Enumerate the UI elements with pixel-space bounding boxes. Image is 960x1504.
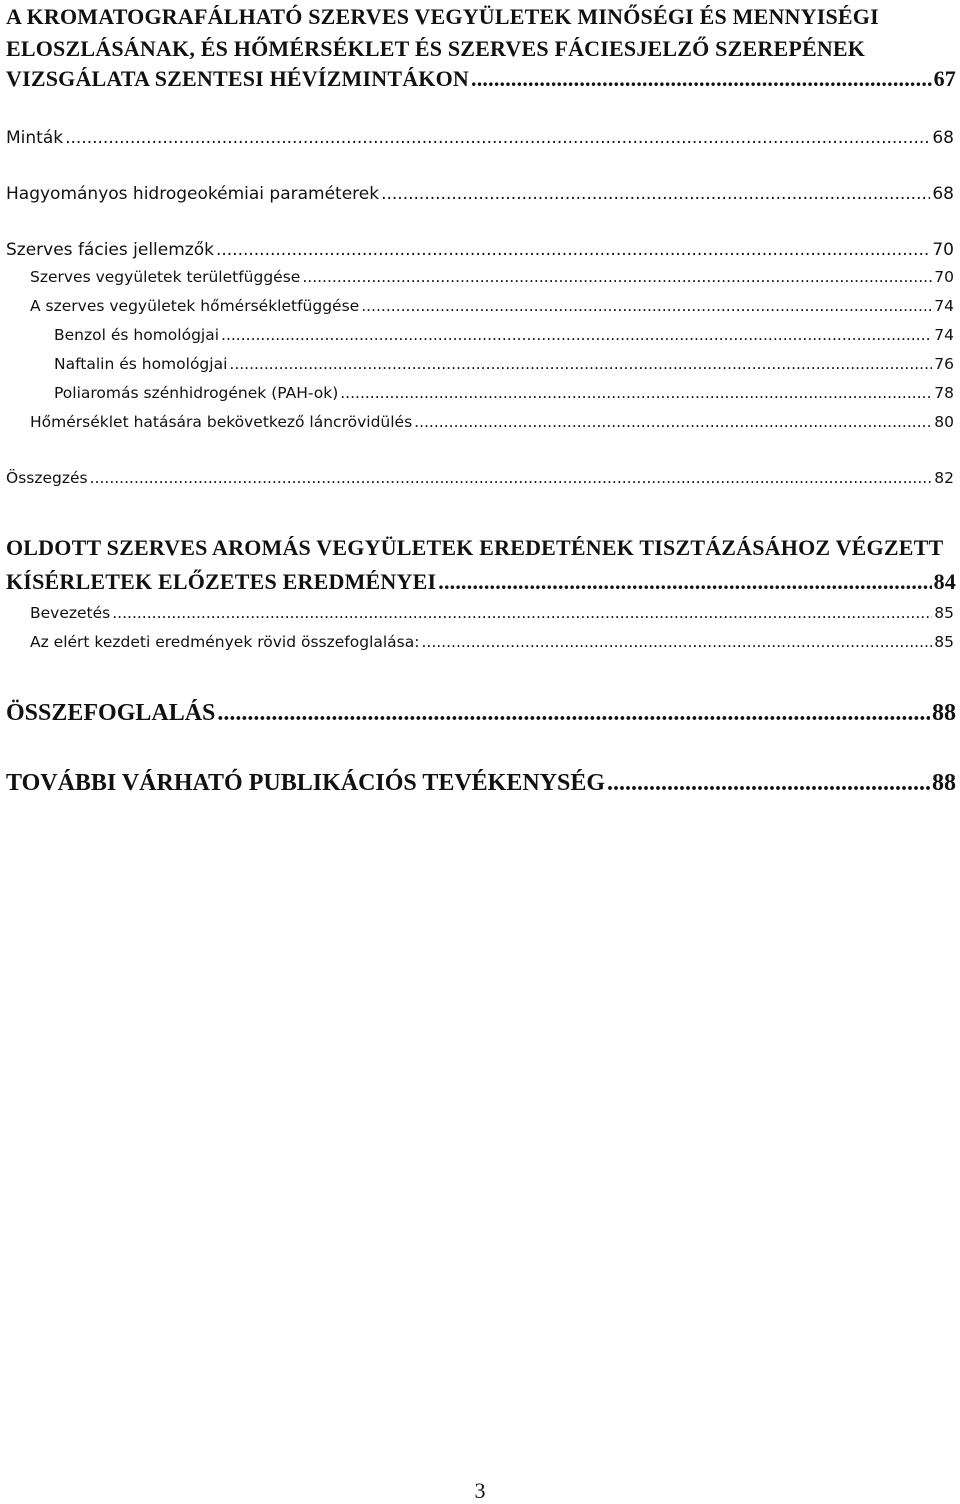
section-title: Az elért kezdeti eredmények rövid összefoglalása: [30, 633, 420, 651]
page-number: 70 [934, 268, 954, 286]
dot-leader [221, 326, 932, 344]
section-title: Minták [6, 128, 64, 148]
subsubsection-title: Poliaromás szénhidrogének (PAH-ok) [54, 384, 339, 402]
chapter-title-line: VIZSGÁLATA SZENTESI HÉVÍZMINTÁKON [6, 66, 470, 91]
subsection-title: Szerves vegyületek területfüggése [30, 268, 301, 286]
chapter-title-line: OLDOTT SZERVES AROMÁS VEGYÜLETEK EREDETÉNEK TISZTÁZÁSÁHOZ VÉGZETT [6, 535, 944, 560]
page-number: 88 [932, 700, 956, 726]
dot-leader [90, 469, 933, 487]
page-number: 84 [933, 569, 956, 594]
page-number: 88 [932, 770, 956, 796]
page-number: 74 [934, 297, 954, 315]
subsubsection-title: Benzol és homológjai [54, 326, 220, 344]
subsubsection-title: Naftalin és homológjai [54, 355, 228, 373]
dot-leader [65, 128, 930, 148]
chapter-title: TOVÁBBI VÁRHATÓ PUBLIKÁCIÓS TEVÉKENYSÉG [6, 770, 606, 796]
dot-leader [361, 297, 932, 315]
section-title: Összegzés [6, 469, 88, 487]
section-title: Hagyományos hidrogeokémiai paraméterek [6, 184, 380, 204]
toc-section-entry[interactable] [6, 128, 954, 148]
chapter-title-line: ELOSZLÁSÁNAK, ÉS HŐMÉRSÉKLET ÉS SZERVES FÁCIESJELZŐ SZEREPÉNEK [6, 36, 866, 61]
page-number: 85 [934, 604, 954, 622]
dot-leader [421, 633, 932, 651]
toc-subsection-entry[interactable] [30, 268, 954, 286]
page-number: 82 [934, 469, 954, 487]
dot-leader [471, 66, 932, 92]
subsection-title: A szerves vegyületek hőmérsékletfüggése [30, 297, 360, 315]
dot-leader [217, 700, 930, 727]
dot-leader [112, 604, 932, 622]
section-title: Szerves fácies jellemzők [6, 240, 214, 260]
section-title: Bevezetés [30, 604, 111, 622]
page-number: 76 [934, 355, 954, 373]
dot-leader [438, 569, 931, 595]
toc-chapter-entry[interactable] [6, 770, 956, 797]
page-number: 70 [932, 240, 954, 260]
toc-section-entry[interactable] [6, 184, 954, 204]
chapter-title-line: A KROMATOGRAFÁLHATÓ SZERVES VEGYÜLETEK MINŐSÉGI ÉS MENNYISÉGI [6, 4, 879, 29]
dot-leader [381, 184, 930, 204]
page-number: 68 [932, 184, 954, 204]
toc-chapter-heading[interactable] [6, 535, 956, 561]
toc-subsubsection-entry[interactable] [54, 326, 954, 344]
dot-leader [302, 268, 932, 286]
dot-leader [229, 355, 932, 373]
chapter-title: ÖSSZEFOGLALÁS [6, 700, 216, 726]
toc-chapter-entry[interactable] [6, 700, 956, 727]
dot-leader [414, 413, 932, 431]
toc-subsubsection-entry[interactable] [54, 355, 954, 373]
toc-section-entry[interactable] [6, 240, 954, 260]
subsection-title: Hőmérséklet hatására bekövetkező láncrövidülés [30, 413, 413, 431]
toc-chapter-heading[interactable] [6, 4, 956, 68]
dot-leader [340, 384, 932, 402]
toc-section-entry[interactable] [30, 604, 954, 622]
toc-subsection-entry[interactable] [30, 413, 954, 431]
dot-leader [216, 240, 930, 260]
footer-page-number: 3 [474, 1478, 486, 1503]
toc-section-entry[interactable] [6, 469, 954, 487]
toc-subsubsection-entry[interactable] [54, 384, 954, 402]
page-number: 85 [934, 633, 954, 651]
page-number: 80 [934, 413, 954, 431]
page-number: 74 [934, 326, 954, 344]
page-number: 68 [932, 128, 954, 148]
toc-section-entry[interactable] [30, 633, 954, 651]
toc-chapter-entry[interactable] [6, 569, 956, 595]
toc-chapter-entry[interactable] [6, 66, 956, 92]
toc-subsection-entry[interactable] [30, 297, 954, 315]
page-number: 67 [933, 66, 956, 91]
chapter-title-line: KÍSÉRLETEK ELŐZETES EREDMÉNYEI [6, 569, 437, 594]
page-number: 78 [934, 384, 954, 402]
dot-leader [607, 770, 930, 797]
